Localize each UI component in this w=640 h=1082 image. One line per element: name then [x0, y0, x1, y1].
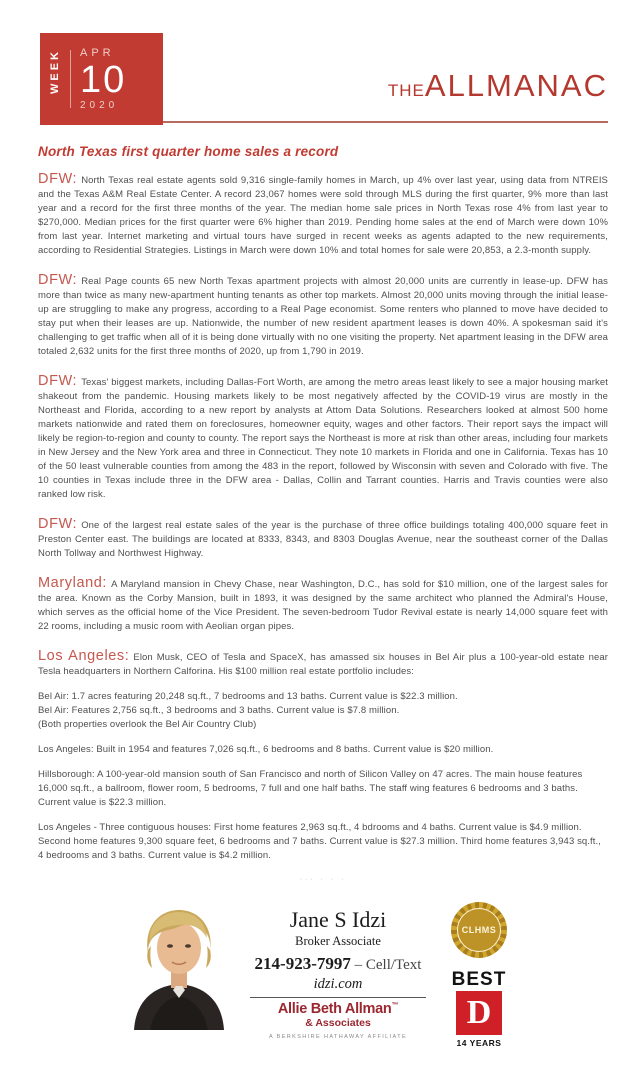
badge-month: APR — [80, 46, 115, 59]
brand-the: THE — [387, 81, 425, 100]
article-lead: Maryland: — [38, 575, 108, 591]
listing-hillsborough — [38, 768, 608, 810]
signature-rule — [250, 997, 426, 998]
article-text: Real Page counts 65 new North Texas apartment projects with almost 20,000 units are currently in lease-up. DFW has more than twice as many new-apartment hunting tenants as other top markets. Almost 20,000 units moving through the initial lease-up are struggling to make any progress, according to a Real Page economist. Some renters who planned to move have decided to stay put when their leases are up. Nationwide, the number of new resident apartment leases is down 40%. A spokesman said it's challenging to get traffic when all of it is being done virtually with no one visiting the property. Net apartment leasing in the DFW area totaled 2,632 units for the first three months of 2020, up from 1,790 in 2019. — [38, 276, 608, 357]
best-label: BEST — [451, 969, 507, 990]
article-lead: DFW: — [38, 171, 78, 187]
article-dfw-3 — [38, 374, 608, 502]
best-years-label: 14 YEARS — [456, 1038, 502, 1048]
article-lead: DFW: — [38, 373, 78, 389]
listing-three-houses — [38, 821, 608, 863]
masthead — [0, 0, 640, 128]
listing-line: (Both properties overlook the Bel Air Country Club) — [38, 719, 257, 730]
end-divider-dots: ··· · · · — [299, 876, 347, 883]
trademark-symbol: ™ — [391, 1002, 399, 1010]
article-dfw-1 — [38, 172, 608, 258]
agent-name: Jane S Idzi — [289, 907, 387, 932]
article-text: A Maryland mansion in Chevy Chase, near Washington, D.C., has sold for $10 million, one of the largest sales for the area. Known as the Corby Mansion, built in 1893, it was designed by the same architect who planned the Admiral's House, which serves as the official home of the Vice President. The seven-bedroom Tudor Revival estate is nearly 14,000 square feet with 22 rooms, including a music room with Aeolian organ pipes. — [38, 579, 608, 632]
website-link[interactable]: idzi.com — [313, 976, 363, 993]
article-lead: DFW: — [38, 272, 78, 288]
article-lead: Los Angeles: — [38, 648, 130, 664]
badge-year: 2020 — [80, 99, 119, 111]
article-lead: DFW: — [38, 516, 78, 532]
agent-title: Broker Associate — [295, 934, 381, 949]
article-text: One of the largest real estate sales of the year is the purchase of three office buildings totaling 400,000 square feet in Preston Center east. The buildings are located at 8333, 8343, and 8303 Douglas Avenue, near the southeast corner of the Dallas North Tollway and Northwest Highway. — [38, 520, 608, 559]
affiliate-line: A BERKSHIRE HATHAWAY AFFILIATE — [268, 1034, 408, 1041]
clhms-seal-icon — [451, 902, 507, 958]
phone-number: 214-923-7997 — [254, 954, 351, 974]
agent-contact-card — [248, 898, 428, 1040]
listing-line: Hillsborough: A 100-year-old mansion south of San Francisco and north of Silicon Valley on 47 acres. The main house features 16,000 sq.ft., a ballroom, flower room, 5 bedrooms, 7 full and one half baths. The staff wing features 6 bedrooms and 3 baths. Current value is $22.3 million. — [38, 769, 583, 808]
footer-badges — [438, 898, 520, 1048]
d-letter: D — [466, 994, 492, 1031]
listing-bel-air — [38, 690, 608, 732]
brokerage-name: Allie Beth Allman — [277, 1001, 392, 1018]
listing-line: Bel Air: 1.7 acres featuring 20,248 sq.ft., 7 bedrooms and 13 baths. Current value is $22.3 million. — [38, 691, 458, 702]
article-text: North Texas real estate agents sold 9,316 single-family homes in March, up 4% over last year, using data from NTREIS and the Texas A&M Real Estate Center. A record 23,067 homes were sold through MLS during the first quarter, 9% more than last year and a record for the first three months of the year. The median home sale prices in North Texas rose 4% from last year to $270,000. Median prices for the first quarter were 6% higher than 2019. Pending home sales at the end of March were down 10% from last year. Internet marketing and virtual tours have surged in recent weeks as agents adapted to the new requirements, according to Residential Strategies. Listings in March were down 10% and total homes for sale were 20,853, a 2.3-month supply. — [38, 175, 608, 256]
brand-title — [388, 70, 608, 101]
best-d-badge — [452, 970, 507, 1048]
article-text: Elon Musk, CEO of Tesla and SpaceX, has amassed six houses in Bel Air plus a 100-year-old estate near Tesla headquarters in Northern Calforina. His $100 million real estate portfolio includes: — [38, 652, 608, 677]
phone-suffix: – Cell/Text — [354, 957, 422, 974]
badge-date — [80, 48, 126, 111]
listing-los-angeles-1954 — [38, 743, 608, 757]
listing-line: Los Angeles: Built in 1954 and features 7,026 sq.ft., 6 bedrooms and 8 baths. Current value is $20 million. — [38, 744, 494, 755]
article-maryland — [38, 576, 608, 634]
article-los-angeles — [38, 649, 608, 679]
week-badge — [40, 33, 163, 125]
d-magazine-icon — [456, 991, 502, 1035]
headline: North Texas first quarter home sales a record — [38, 144, 339, 159]
article-dfw-2 — [38, 273, 608, 359]
badge-day: 10 — [80, 58, 127, 101]
brand-name: ALLMANAC — [424, 68, 608, 103]
article-text: Texas' biggest markets, including Dallas-Fort Worth, are among the metro areas least likely to see a major housing market shakeout from the pandemic. Housing markets likely to be most negatively affected by the COVID-19 virus are mostly in the Northeast and Florida, according to a new report by analysts at Attom Data Solutions. Researchers looked at almost 500 home markets nationwide and rated them on foreclosures, homeowner equity, wages and other factors. Their report says the impact will likely be region-to-region and county to county. The report says the Northeast is more at risk than other areas, including four markets in New Jersey and the New York area and three in Connecticut. They note 10 markets in Florida and one in California. Texas has 10 of the 50 least vulnerable counties from among the 483 in the report, followed by Wisconsin with seven and Colorado with five. The 10 counties in Texas include three in the DFW area - Dallas, Collin and Tarrant counties. Harris and Travis counties were also ranked low risk. — [38, 377, 608, 500]
newsletter-body — [38, 172, 608, 883]
badge-divider — [70, 50, 71, 108]
clhms-seal-inner — [457, 908, 501, 952]
article-dfw-4 — [38, 517, 608, 561]
week-label: WEEK — [49, 49, 61, 94]
footer-signature-block — [0, 898, 640, 1048]
agent-phone-line — [248, 954, 428, 974]
clhms-label: CLHMS — [461, 925, 497, 935]
brokerage-logo-line2: & Associates — [305, 1016, 371, 1029]
brokerage-logo-line1 — [248, 1002, 428, 1017]
listing-line: Bel Air: Features 2,756 sq.ft., 3 bedrooms and 3 baths. Current value is $7.8 million. — [38, 705, 400, 716]
masthead-rule — [163, 121, 608, 123]
listing-line: Los Angeles - Three contiguous houses: First home features 2,963 sq.ft., 4 bdrooms and 4 baths. Current value is $4.9 million. Second home features 9,300 square feet, 6 bedrooms and 7 baths. Current value is $27.3 million. Third home features 3,943 sq.ft., 4 bedrooms and 3 baths. Current value is $4.2 million. — [38, 822, 601, 861]
agent-portrait — [120, 898, 238, 1030]
